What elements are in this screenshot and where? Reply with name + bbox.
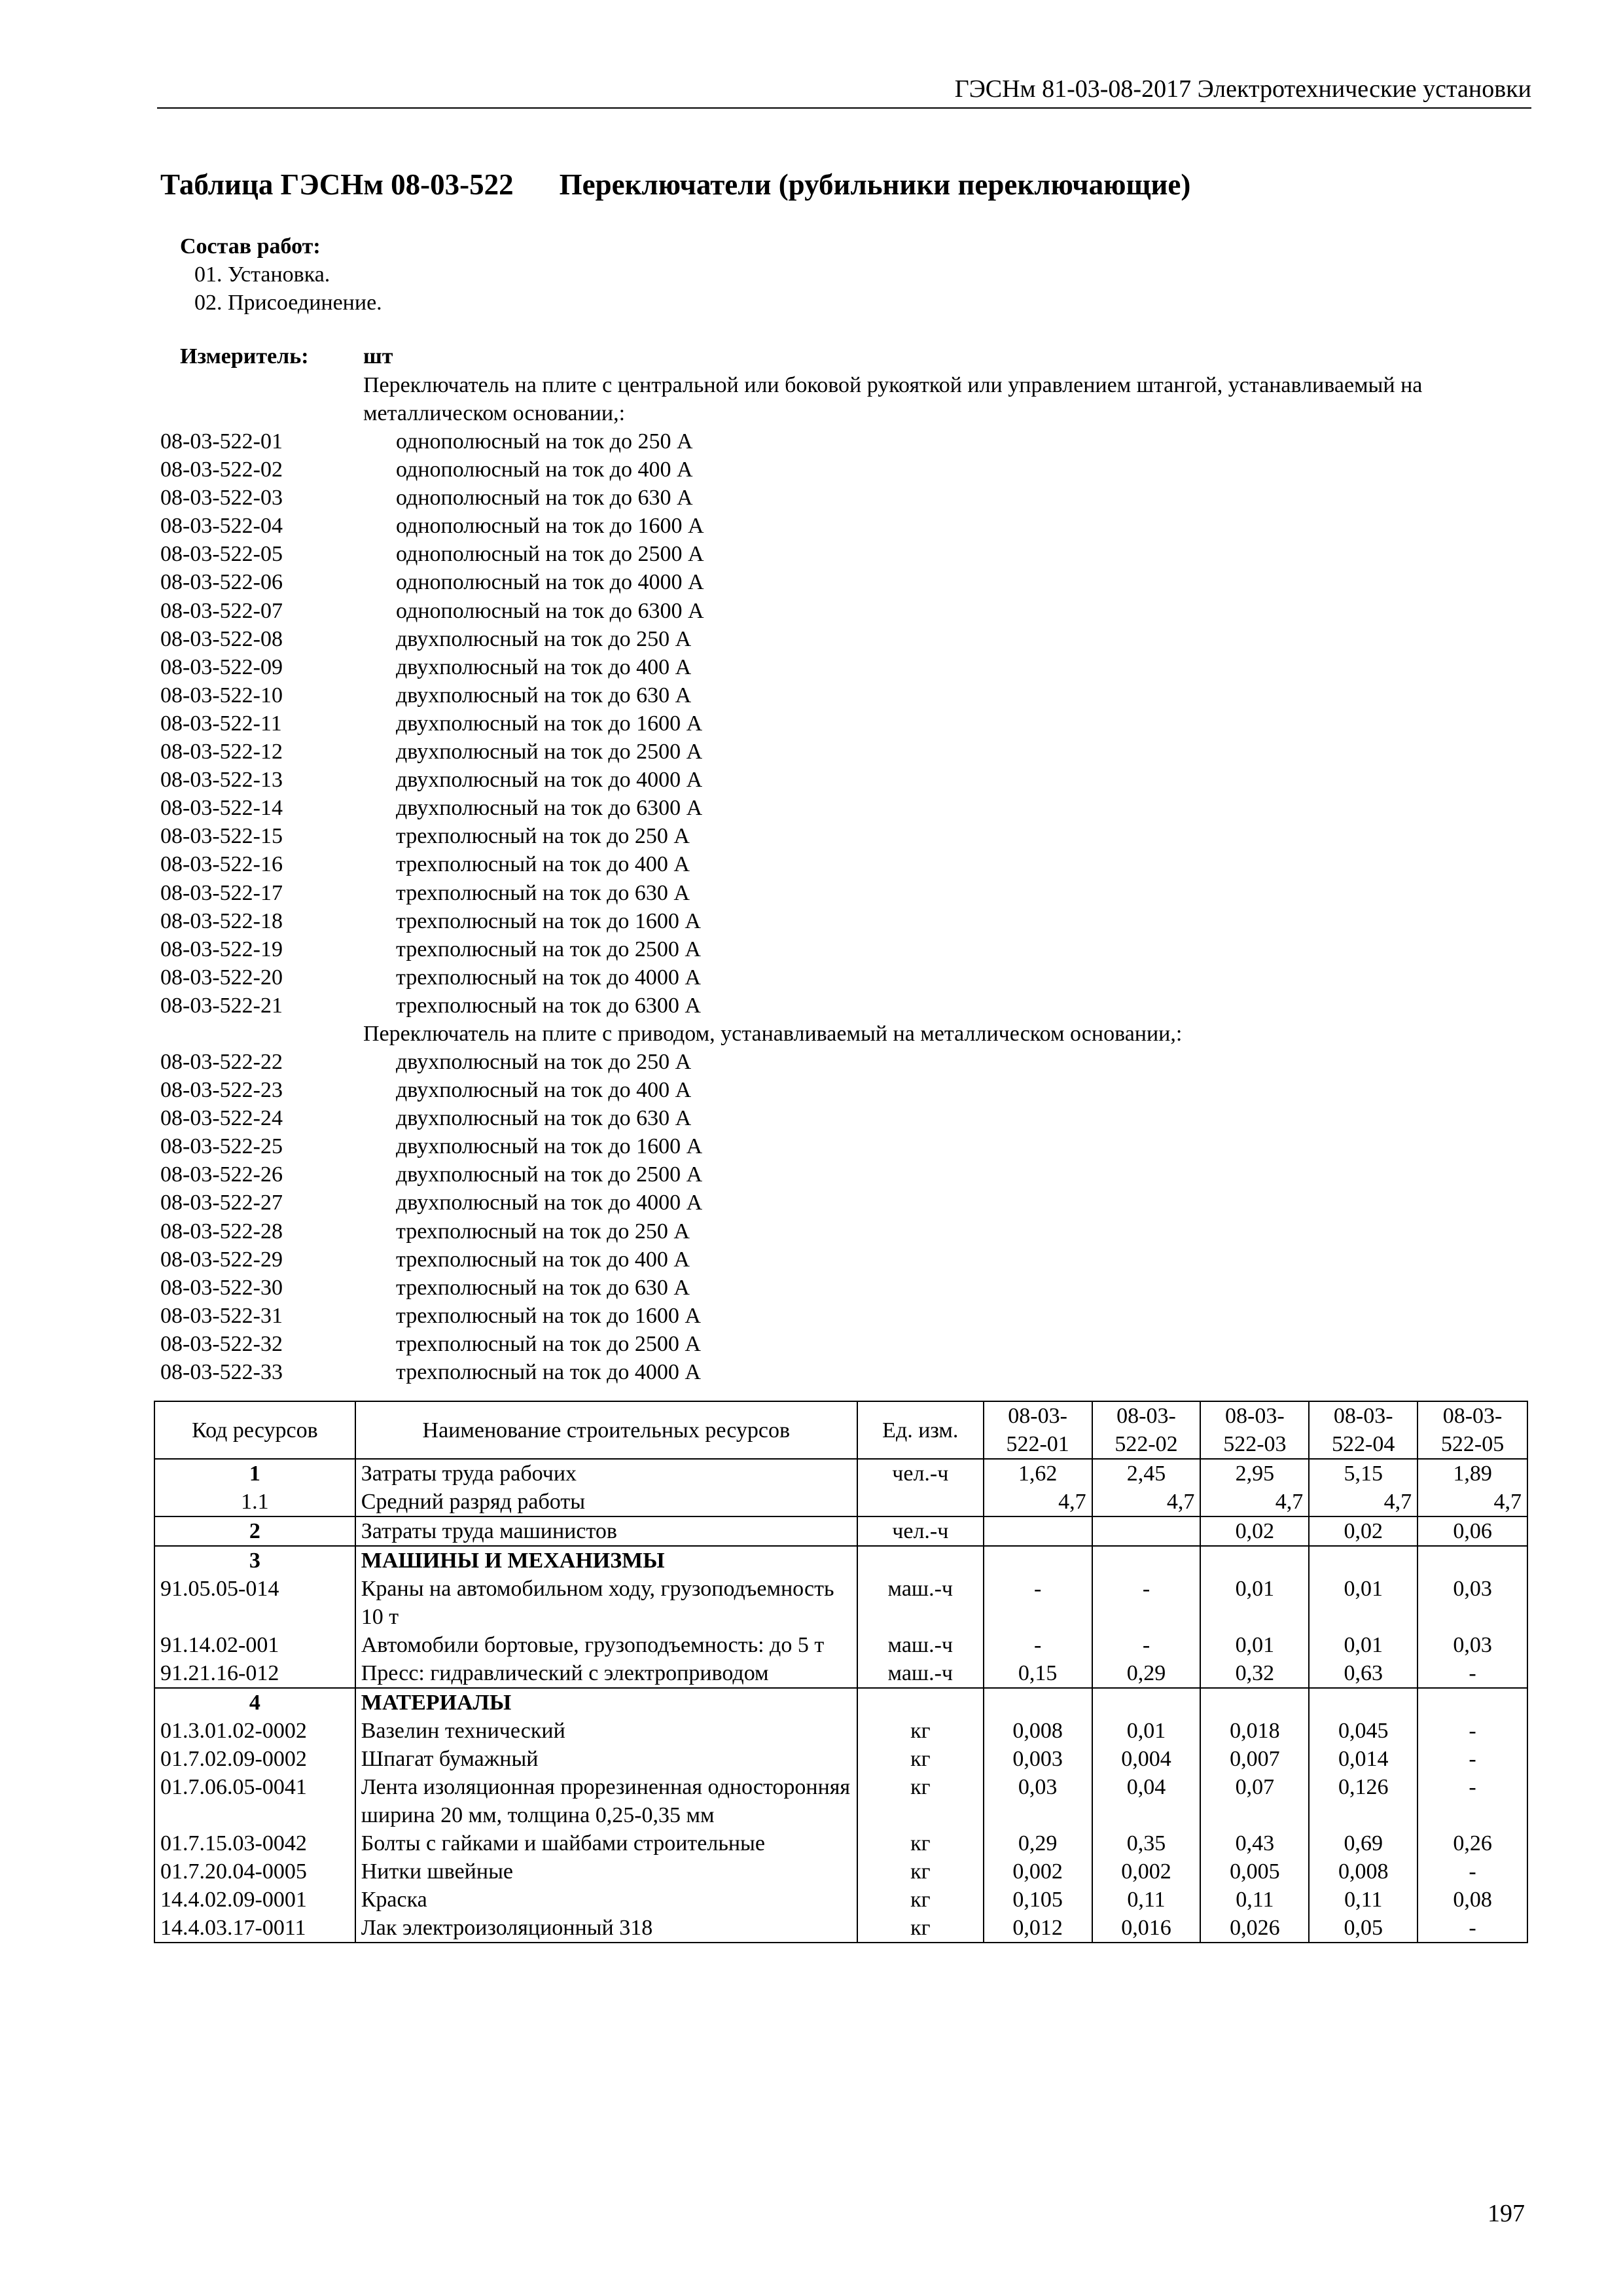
composition-item: 01. Установка. [194,262,330,287]
cell-value: 0,004 [1092,1745,1201,1773]
table-title-name: Переключатели (рубильники переключающие) [559,168,1191,201]
norm-item-desc: трехполюсный на ток до 1600 А [396,908,701,933]
norm-item-desc: двухполюсный на ток до 1600 А [396,711,703,736]
cell-value: 0,002 [984,1857,1092,1886]
unit-label: Измеритель: [180,344,309,368]
cell-value: 0,35 [1092,1829,1201,1857]
norm-item [160,935,1535,963]
norm-item-desc: двухполюсный на ток до 400 А [396,655,692,679]
table-row [154,1688,1527,1717]
header-code: Код ресурсов [154,1401,355,1459]
norm-item-desc: двухполюсный на ток до 250 А [396,1049,692,1074]
norm-items-list [160,371,1535,1386]
cell-value: 2,95 [1200,1459,1309,1488]
cell-value: - [1092,1575,1201,1631]
table-row [154,1886,1527,1914]
cell-value: 0,03 [1418,1631,1527,1659]
norm-item [160,1246,1535,1274]
norm-item-code: 08-03-522-18 [160,908,283,933]
cell-value: 4,7 [1418,1488,1527,1516]
norm-item [160,1160,1535,1189]
norm-item-code: 08-03-522-33 [160,1360,283,1384]
table-row [154,1575,1527,1631]
norm-item-desc: трехполюсный на ток до 4000 А [396,965,701,990]
cell-code: 1 [154,1459,355,1488]
cell-unit: кг [857,1914,984,1943]
norm-item-code: 08-03-522-13 [160,768,283,793]
cell-name: Краны на автомобильном ходу, грузоподъемность 10 т [355,1575,857,1631]
norm-item-desc: двухполюсный на ток до 630 А [396,1106,692,1131]
norm-item [160,1302,1535,1330]
table-row [154,1488,1527,1516]
cell-value: - [984,1575,1092,1631]
cell-unit: кг [857,1717,984,1745]
work-composition [180,232,382,317]
norm-item [160,456,1535,484]
norm-item [160,625,1535,653]
cell-value: 0,03 [1418,1575,1527,1631]
table-row [154,1631,1527,1659]
table-row [154,1829,1527,1857]
cell-value: 0,03 [984,1773,1092,1829]
table-title-code: Таблица ГЭСНм 08-03-522 [160,168,514,201]
norm-item-code: 08-03-522-03 [160,486,283,511]
norm-item-code: 08-03-522-10 [160,683,283,708]
cell-value: 0,01 [1200,1631,1309,1659]
table-row [154,1745,1527,1773]
table-header-row [154,1401,1527,1459]
cell-value: - [984,1631,1092,1659]
header-col-4: 08-03- 522-04 [1309,1401,1418,1459]
cell-value: 5,15 [1309,1459,1418,1488]
norm-item-code: 08-03-522-01 [160,429,283,454]
norm-item [160,540,1535,568]
cell-value: 0,11 [1092,1886,1201,1914]
norm-item-desc: трехполюсный на ток до 630 А [396,880,690,905]
cell-value: 0,01 [1309,1575,1418,1631]
norm-item-code: 08-03-522-04 [160,514,283,539]
table-row [154,1857,1527,1886]
cell-value: 0,07 [1200,1773,1309,1829]
cell-value: 0,008 [1309,1857,1418,1886]
norm-item-code: 08-03-522-28 [160,1219,283,1244]
cell-value: 0,15 [984,1659,1092,1688]
cell-unit [857,1488,984,1516]
norm-item-code: 08-03-522-06 [160,570,283,595]
cell-unit: чел.-ч [857,1459,984,1488]
cell-name: Затраты труда машинистов [355,1516,857,1546]
cell-name: МАТЕРИАЛЫ [355,1688,857,1717]
norm-item-desc: однополюсный на ток до 1600 А [396,514,704,539]
cell-value: 4,7 [1092,1488,1201,1516]
norm-item [160,1104,1535,1132]
cell-code: 14.4.03.17-0011 [154,1914,355,1943]
norm-item [160,597,1535,625]
norm-item-code: 08-03-522-22 [160,1049,283,1074]
norm-item [160,879,1535,907]
table-row [154,1717,1527,1745]
table-row [154,1516,1527,1546]
norm-item-desc: двухполюсный на ток до 630 А [396,683,692,708]
norm-item-desc: трехполюсный на ток до 250 А [396,824,690,849]
cell-unit: кг [857,1886,984,1914]
norm-item [160,1076,1535,1104]
cell-value: 0,69 [1309,1829,1418,1857]
cell-unit: маш.-ч [857,1631,984,1659]
cell-value: 0,32 [1200,1659,1309,1688]
norm-item [160,681,1535,709]
norm-item [160,822,1535,850]
cell-value: - [1418,1857,1527,1886]
norm-item [160,1048,1535,1076]
norm-item-code: 08-03-522-26 [160,1162,283,1187]
norm-item [160,1132,1535,1160]
norm-item-code: 08-03-522-21 [160,993,283,1018]
table-row [154,1914,1527,1943]
norm-item-desc: трехполюсный на ток до 2500 А [396,937,701,961]
cell-value: 0,105 [984,1886,1092,1914]
cell-value: 4,7 [1309,1488,1418,1516]
cell-value [984,1516,1092,1546]
norm-item-desc: трехполюсный на ток до 2500 А [396,1331,701,1356]
header-col-5: 08-03- 522-05 [1418,1401,1527,1459]
cell-unit: маш.-ч [857,1575,984,1631]
running-header: ГЭСНм 81-03-08-2017 Электротехнические установки [157,73,1531,109]
cell-value: 0,01 [1092,1717,1201,1745]
cell-name: Пресс: гидравлический с электроприводом [355,1659,857,1688]
norm-item [160,1330,1535,1358]
cell-unit: кг [857,1829,984,1857]
cell-value: 4,7 [984,1488,1092,1516]
cell-code: 3 [154,1546,355,1575]
cell-name: Нитки швейные [355,1857,857,1886]
cell-name: Шпагат бумажный [355,1745,857,1773]
norm-item [160,653,1535,681]
cell-value: 0,29 [984,1829,1092,1857]
norm-item-desc: двухполюсный на ток до 400 А [396,1078,692,1103]
cell-value: 0,026 [1200,1914,1309,1943]
table-title [160,168,1190,202]
cell-value: - [1092,1631,1201,1659]
norm-item [160,484,1535,512]
cell-code: 01.7.06.05-0041 [154,1773,355,1829]
norm-item [160,709,1535,738]
cell-value [1200,1546,1309,1575]
norm-item-desc: двухполюсный на ток до 6300 А [396,796,703,821]
norm-item-desc: трехполюсный на ток до 6300 А [396,993,701,1018]
cell-value: 0,01 [1309,1631,1418,1659]
cell-value [984,1546,1092,1575]
cell-value: - [1418,1914,1527,1943]
norm-item-code: 08-03-522-05 [160,542,283,567]
norm-item [160,794,1535,822]
cell-code: 01.7.20.04-0005 [154,1857,355,1886]
norm-item-code: 08-03-522-02 [160,457,283,482]
cell-unit: чел.-ч [857,1516,984,1546]
cell-unit: кг [857,1745,984,1773]
norm-item-code: 08-03-522-16 [160,852,283,877]
group-title: Переключатель на плите с центральной или боковой рукояткой или управлением штангой, устанавливаемый на металлическом основании,: [363,373,1423,425]
norm-item-code: 08-03-522-23 [160,1078,283,1103]
composition-item: 02. Присоединение. [194,291,382,315]
cell-value [1418,1546,1527,1575]
norm-item-code: 08-03-522-32 [160,1331,283,1356]
norm-item-desc: однополюсный на ток до 6300 А [396,598,704,623]
cell-value: 0,003 [984,1745,1092,1773]
cell-unit [857,1546,984,1575]
cell-name: Автомобили бортовые, грузоподъемность: до 5 т [355,1631,857,1659]
header-col-2: 08-03- 522-02 [1092,1401,1201,1459]
cell-value [984,1688,1092,1717]
cell-code: 14.4.02.09-0001 [154,1886,355,1914]
norm-item [160,568,1535,596]
norm-item-code: 08-03-522-08 [160,626,283,651]
cell-value: 0,016 [1092,1914,1201,1943]
cell-value: 0,11 [1200,1886,1309,1914]
cell-name: МАШИНЫ И МЕХАНИЗМЫ [355,1546,857,1575]
cell-value: 0,08 [1418,1886,1527,1914]
cell-code: 01.7.15.03-0042 [154,1829,355,1857]
cell-value: 0,06 [1418,1516,1527,1546]
norm-item-desc: однополюсный на ток до 2500 А [396,542,704,567]
cell-value: 0,008 [984,1717,1092,1745]
header-col-1: 08-03- 522-01 [984,1401,1092,1459]
cell-value: 0,26 [1418,1829,1527,1857]
cell-value: - [1418,1745,1527,1773]
norm-item [160,1217,1535,1246]
cell-name: Краска [355,1886,857,1914]
cell-value: 0,002 [1092,1857,1201,1886]
cell-value: 0,11 [1309,1886,1418,1914]
norm-item-desc: двухполюсный на ток до 1600 А [396,1134,703,1159]
cell-name: Средний разряд работы [355,1488,857,1516]
cell-value: 0,29 [1092,1659,1201,1688]
cell-code: 01.3.01.02-0002 [154,1717,355,1745]
cell-value [1092,1546,1201,1575]
norm-item-code: 08-03-522-11 [160,711,282,736]
composition-label: Состав работ: [180,234,321,259]
cell-code: 4 [154,1688,355,1717]
page-number: 197 [1488,2200,1525,2227]
header-name: Наименование строительных ресурсов [355,1401,857,1459]
unit-value: шт [363,344,393,368]
table-row [154,1459,1527,1488]
cell-name: Лента изоляционная прорезиненная односторонняя ширина 20 мм, толщина 0,25-0,35 мм [355,1773,857,1829]
norm-item-code: 08-03-522-29 [160,1247,283,1272]
cell-unit: маш.-ч [857,1659,984,1688]
norm-item-code: 08-03-522-30 [160,1275,283,1300]
norm-item-desc: трехполюсный на ток до 250 А [396,1219,690,1244]
norm-item [160,1189,1535,1217]
cell-value: 0,04 [1092,1773,1201,1829]
norm-item-desc: трехполюсный на ток до 1600 А [396,1303,701,1328]
cell-code: 2 [154,1516,355,1546]
cell-code: 1.1 [154,1488,355,1516]
norm-item-desc: двухполюсный на ток до 2500 А [396,1162,703,1187]
cell-name: Вазелин технический [355,1717,857,1745]
norm-item [160,766,1535,794]
norm-item [160,512,1535,540]
cell-name: Затраты труда рабочих [355,1459,857,1488]
norm-item-code: 08-03-522-31 [160,1303,283,1328]
norm-item-desc: однополюсный на ток до 400 А [396,457,693,482]
cell-value: 1,89 [1418,1459,1527,1488]
norm-item-code: 08-03-522-12 [160,740,283,764]
norm-item-code: 08-03-522-07 [160,598,283,623]
norm-item [160,427,1535,456]
norm-item-code: 08-03-522-27 [160,1191,283,1215]
norm-item-desc: трехполюсный на ток до 4000 А [396,1360,701,1384]
norm-item-desc: двухполюсный на ток до 2500 А [396,740,703,764]
cell-value: 0,43 [1200,1829,1309,1857]
norm-item [160,1358,1535,1386]
norm-item-code: 08-03-522-24 [160,1106,283,1131]
header-unit: Ед. изм. [857,1401,984,1459]
cell-value [1309,1688,1418,1717]
header-col-3: 08-03- 522-03 [1200,1401,1309,1459]
cell-unit [857,1688,984,1717]
norm-item-desc: трехполюсный на ток до 400 А [396,1247,690,1272]
cell-value: 0,007 [1200,1745,1309,1773]
cell-code: 91.05.05-014 [154,1575,355,1631]
norm-item-code: 08-03-522-20 [160,965,283,990]
cell-value: 0,018 [1200,1717,1309,1745]
norm-item [160,1274,1535,1302]
cell-unit: кг [857,1857,984,1886]
resources-table [154,1401,1528,1943]
norm-item-code: 08-03-522-15 [160,824,283,849]
norm-item [160,992,1535,1020]
cell-value: - [1418,1717,1527,1745]
cell-value: 0,126 [1309,1773,1418,1829]
cell-code: 91.14.02-001 [154,1631,355,1659]
table-row [154,1546,1527,1575]
norm-item-desc: однополюсный на ток до 4000 А [396,570,704,595]
cell-value: 0,02 [1200,1516,1309,1546]
cell-name: Лак электроизоляционный 318 [355,1914,857,1943]
norm-item-code: 08-03-522-25 [160,1134,283,1159]
norm-item-code: 08-03-522-14 [160,796,283,821]
norm-item [160,963,1535,992]
norm-item [160,850,1535,878]
norm-item-desc: однополюсный на ток до 250 А [396,429,693,454]
norm-item-desc: двухполюсный на ток до 4000 А [396,768,703,793]
cell-value [1200,1688,1309,1717]
group-title: Переключатель на плите с приводом, устанавливаемый на металлическом основании,: [363,1021,1183,1046]
cell-name: Болты с гайками и шайбами строительные [355,1829,857,1857]
cell-value [1092,1688,1201,1717]
cell-value: 0,01 [1200,1575,1309,1631]
cell-value: 1,62 [984,1459,1092,1488]
cell-value: 0,014 [1309,1745,1418,1773]
table-row [154,1773,1527,1829]
cell-value: - [1418,1773,1527,1829]
cell-value: - [1418,1659,1527,1688]
cell-value [1092,1516,1201,1546]
norm-item-desc: двухполюсный на ток до 250 А [396,626,692,651]
cell-value: 0,005 [1200,1857,1309,1886]
cell-value: 0,63 [1309,1659,1418,1688]
norm-item [160,907,1535,935]
cell-value: 4,7 [1200,1488,1309,1516]
cell-value: 0,045 [1309,1717,1418,1745]
cell-value: 0,05 [1309,1914,1418,1943]
norm-item-code: 08-03-522-17 [160,880,283,905]
cell-value: 0,012 [984,1914,1092,1943]
cell-value: 0,02 [1309,1516,1418,1546]
norm-item-desc: двухполюсный на ток до 4000 А [396,1191,703,1215]
cell-code: 91.21.16-012 [154,1659,355,1688]
norm-item-desc: однополюсный на ток до 630 А [396,486,693,511]
norm-item-code: 08-03-522-09 [160,655,283,679]
cell-value [1309,1546,1418,1575]
cell-value: 2,45 [1092,1459,1201,1488]
table-row [154,1659,1527,1688]
cell-unit: кг [857,1773,984,1829]
norm-item-code: 08-03-522-19 [160,937,283,961]
cell-value [1418,1688,1527,1717]
norm-item-desc: трехполюсный на ток до 400 А [396,852,690,877]
norm-item [160,738,1535,766]
cell-code: 01.7.02.09-0002 [154,1745,355,1773]
norm-item-desc: трехполюсный на ток до 630 А [396,1275,690,1300]
